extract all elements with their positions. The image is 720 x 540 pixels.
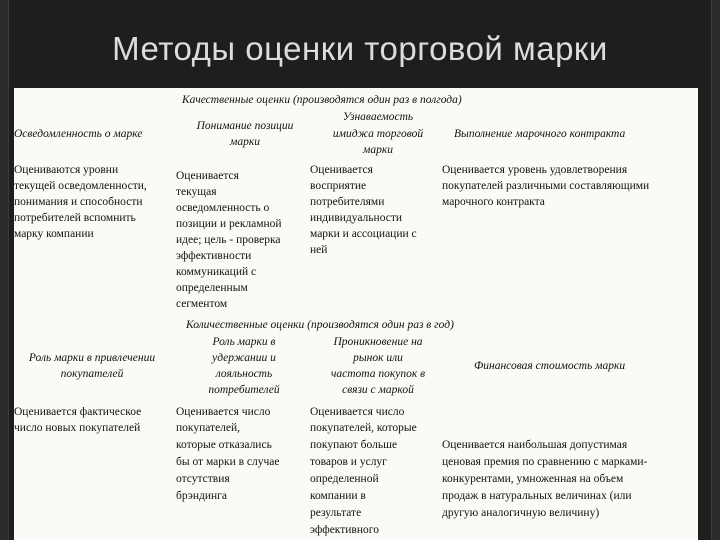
slide-title: Методы оценки торговой марки: [112, 30, 608, 67]
quant-col4-header: Финансовая стоимость марки: [474, 360, 626, 372]
quant-col3-header-line1: Проникновение на: [333, 336, 423, 348]
qual-col1-line: Оцениваются уровни: [14, 164, 119, 176]
qual-col1-line: понимания и способности: [14, 196, 143, 208]
left-frame-border: [0, 0, 9, 540]
quant-col3-line: определенной: [310, 473, 379, 485]
quant-col4-line: другую аналогичную величину): [442, 507, 600, 519]
quant-col2-line: брэндинга: [176, 490, 227, 502]
quant-col4-line: ценовая премия по сравнению с марками-: [442, 456, 648, 468]
quant-col3-header-line4: связи с маркой: [342, 384, 414, 396]
qual-col2-line: сегментом: [176, 298, 228, 310]
qual-col2-line: Оценивается: [176, 170, 239, 182]
quant-col4-line: Оценивается наибольшая допустимая: [442, 439, 628, 451]
qual-col3-line: марки и ассоциации с: [310, 228, 417, 240]
content-sheet: [14, 88, 698, 540]
qual-col2-line: эффективности: [176, 250, 252, 262]
qualitative-caption: Качественные оценки (производятся один раз в полгода): [182, 94, 462, 106]
qual-col1-line: марку компании: [14, 228, 94, 240]
qual-col2-line: определенным: [176, 282, 248, 294]
qual-col4-line: покупателей различными составляющими: [442, 180, 650, 192]
qual-col1-line: текущей осведомленности,: [14, 180, 147, 192]
quant-col3-line: товаров и услуг: [310, 456, 387, 468]
qual-col2-line: идее; цель - проверка: [176, 234, 281, 246]
quant-col3-line: компании в: [310, 490, 366, 502]
qual-col2-line: осведомленность о: [176, 202, 270, 214]
quant-col3-line: результате: [310, 507, 362, 519]
quant-col2-header-line3: лояльность: [215, 368, 273, 380]
qual-col3-header-line3: марки: [363, 144, 393, 156]
qual-col4-header: Выполнение марочного контракта: [454, 128, 626, 140]
qual-col2-line: текущая: [176, 186, 217, 198]
quant-col2-header-line2: удержании и: [212, 352, 276, 364]
qual-col3-header-line2: имиджа торговой: [332, 128, 424, 140]
quant-col1-line: Оценивается фактическое: [14, 406, 142, 418]
right-frame-border: [711, 0, 720, 540]
quant-col4-line: конкурентами, умноженная на объем: [442, 473, 624, 485]
qual-col2-line: коммуникаций с: [176, 266, 257, 278]
qual-col2-header-line2: марки: [230, 136, 260, 148]
qual-col4-line: марочного контракта: [442, 196, 545, 208]
qual-col4-line: Оценивается уровень удовлетворения: [442, 164, 628, 176]
quant-col2-line: Оценивается число: [176, 406, 271, 418]
quant-col3-header-line2: рынок или: [353, 352, 403, 364]
quant-col3-line: Оценивается число: [310, 406, 405, 418]
qual-col3-line: потребителями: [310, 196, 385, 208]
quant-col2-header-line1: Роль марки в: [212, 336, 276, 348]
quant-col2-line: бы от марки в случае: [176, 456, 280, 468]
qual-col2-line: позиции и рекламной: [176, 218, 282, 230]
quant-col3-line: покупают больше: [310, 439, 398, 451]
qual-col1-header: Осведомленность о марке: [14, 128, 143, 140]
quant-col1-header-line1: Роль марки в привлечении: [28, 352, 156, 364]
quant-col4-line: продаж в натуральных величинах (или: [442, 490, 632, 502]
quant-col2-line: покупателей,: [176, 422, 241, 434]
quant-col1-line: число новых покупателей: [14, 422, 141, 434]
qual-col3-line: индивидуальности: [310, 212, 403, 224]
qual-col2-header-line1: Понимание позиции: [196, 120, 294, 132]
quant-col3-line: покупателей, которые: [310, 422, 417, 434]
quant-col2-header-line4: потребителей: [208, 384, 280, 396]
qual-col3-line: Оценивается: [310, 164, 373, 176]
quantitative-caption: Количественные оценки (производятся один раз в год): [186, 319, 454, 331]
qual-col3-line: восприятие: [310, 180, 367, 192]
quant-col2-line: отсутствия: [176, 473, 230, 485]
qual-col3-header-line1: Узнаваемость: [342, 111, 414, 123]
quant-col2-line: которые отказались: [176, 439, 272, 451]
quant-col1-header-line2: покупателей: [60, 368, 124, 380]
quant-col3-line: эффективного: [310, 524, 379, 536]
qual-col3-line: ней: [310, 244, 328, 256]
qual-col1-line: потребителей вспомнить: [14, 212, 136, 224]
quant-col3-header-line3: частота покупок в: [330, 368, 426, 380]
